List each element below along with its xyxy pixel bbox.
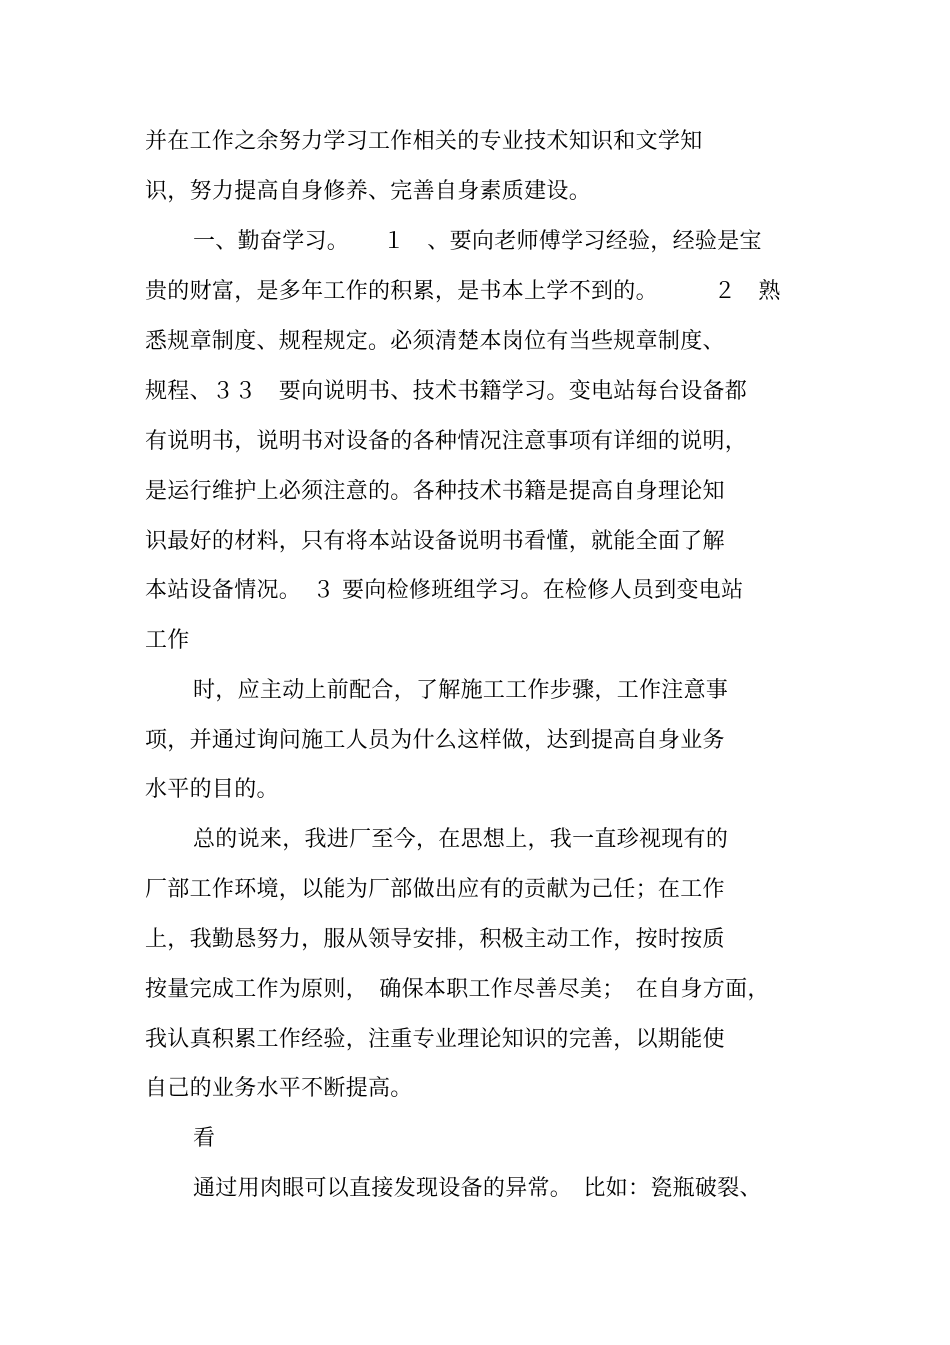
text-line: 通过用肉眼可以直接发现设备的异常。 比如：瓷瓶破裂、 — [193, 1176, 762, 1201]
text-line: 按量完成工作为原则， 确保本职工作尽善尽美； 在自身方面， — [145, 977, 770, 1002]
text-line: 贵的财富，是多年工作的积累，是书本上学不到的。 ２ 熟 — [145, 279, 781, 304]
text-line: 时，应主动上前配合，了解施工工作步骤，工作注意事 — [193, 678, 729, 703]
text-line: 规程、３３ 要向说明书、技术书籍学习。变电站每台设备都 — [145, 379, 748, 404]
text-line: 上，我勤恳努力，服从领导安排，积极主动工作，按时按质 — [145, 927, 725, 952]
text-line: 一、勤奋学习。 １ 、要向老师傅学习经验，经验是宝 — [193, 229, 762, 254]
text-line: 是运行维护上必须注意的。各种技术书籍是提高自身理论知 — [145, 479, 725, 504]
text-line: 悉规章制度、规程规定。必须清楚本岗位有当些规章制度、 — [145, 329, 725, 354]
text-line: 水平的目的。 — [145, 777, 279, 802]
text-line: 识，努力提高自身修养、完善自身素质建设。 — [145, 179, 592, 204]
text-line: 看 — [193, 1126, 216, 1151]
text-line: 厂部工作环境，以能为厂部做出应有的贡献为己任；在工作 — [145, 877, 725, 902]
text-line: 本站设备情况。 ３ 要向检修班组学习。在检修人员到变电站 — [145, 578, 744, 603]
text-line: 并在工作之余努力学习工作相关的专业技术知识和文学知 — [145, 129, 703, 154]
text-line: 有说明书，说明书对设备的各种情况注意事项有详细的说明， — [145, 429, 748, 454]
text-line: 总的说来，我进厂至今，在思想上，我一直珍视现有的 — [193, 827, 729, 852]
text-line: 工作 — [145, 628, 190, 653]
text-line: 识最好的材料，只有将本站设备说明书看懂，就能全面了解 — [145, 529, 725, 554]
text-line: 自己的业务水平不断提高。 — [145, 1076, 413, 1101]
text-line: 项，并通过询问施工人员为什么这样做，达到提高自身业务 — [145, 728, 725, 753]
text-line: 我认真积累工作经验，注重专业理论知识的完善，以期能使 — [145, 1027, 725, 1052]
